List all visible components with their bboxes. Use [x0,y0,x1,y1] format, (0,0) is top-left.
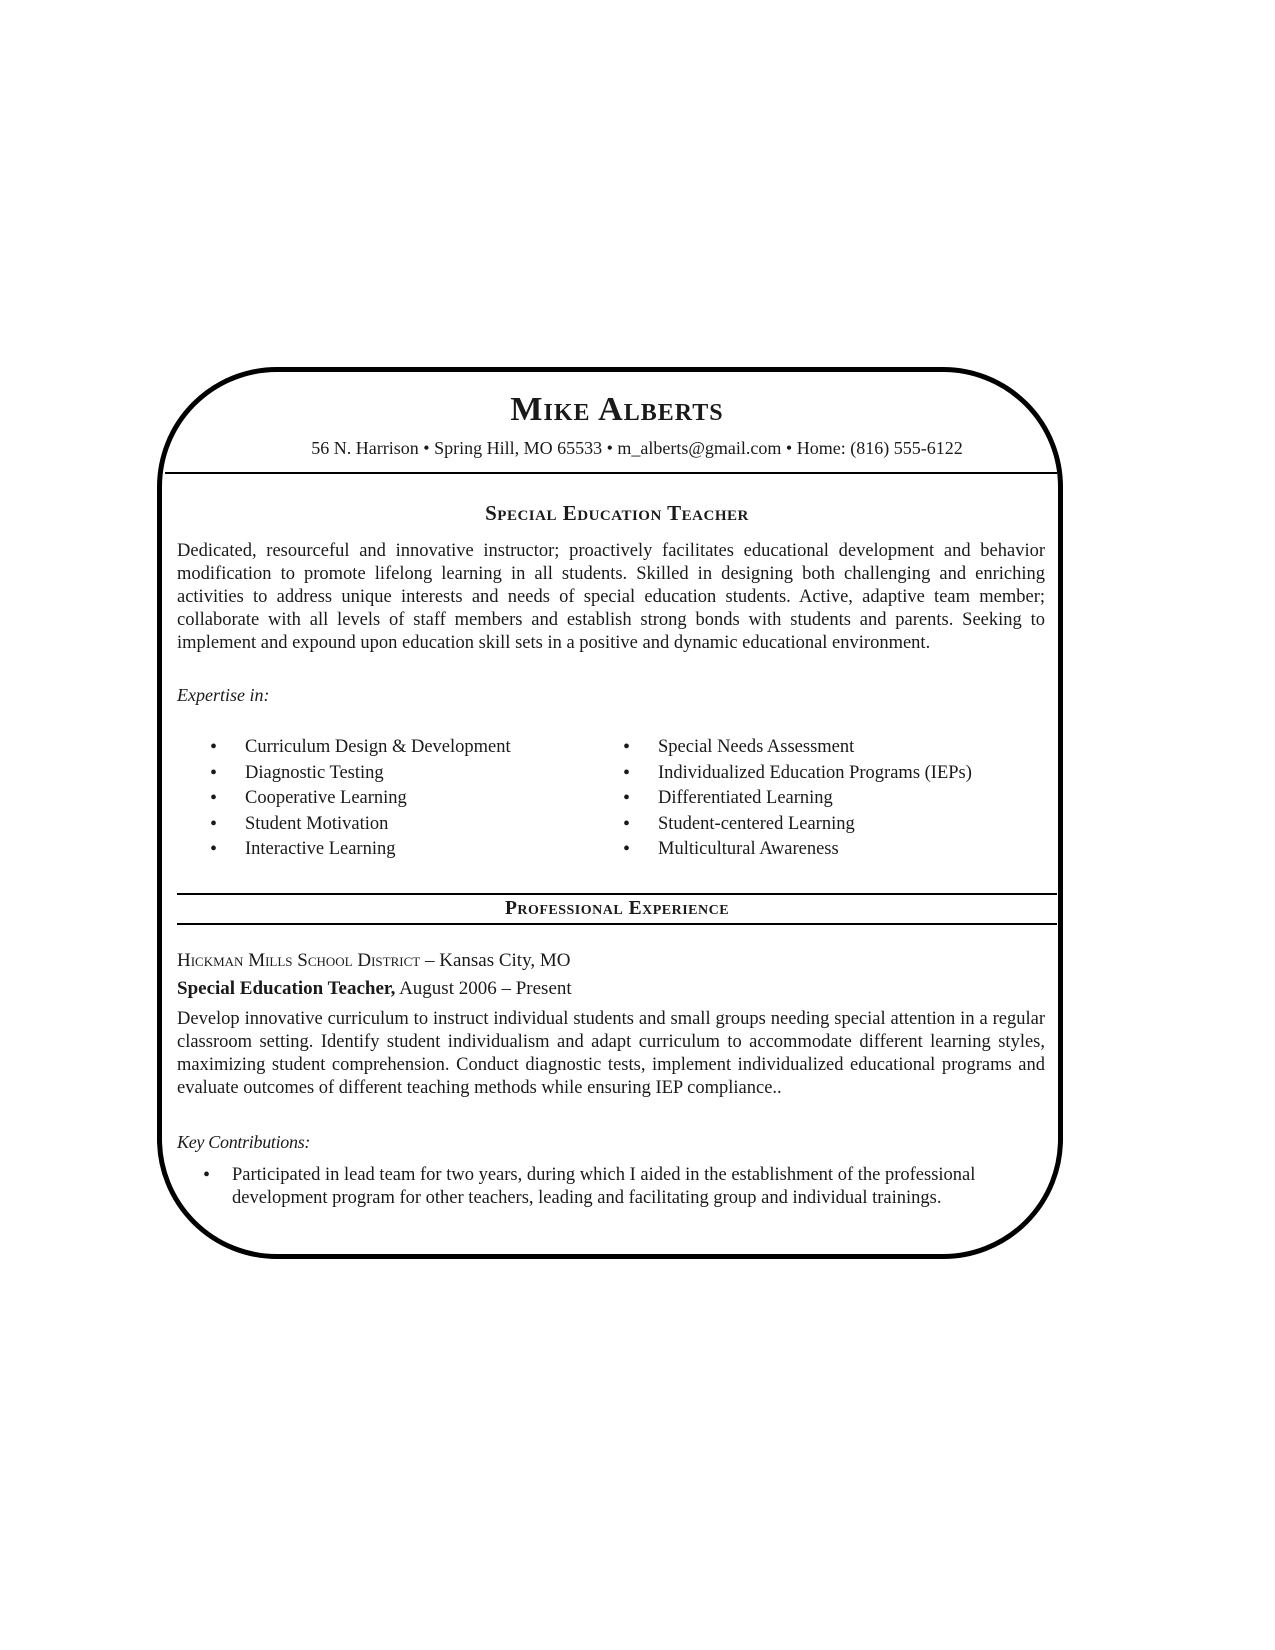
expertise-item: • Cooperative Learning [177,786,590,812]
expertise-label: Expertise in: [177,685,270,705]
expertise-column-left [177,735,590,863]
contribution-item: • Participated in lead team for two years, during which I aided in the establishment of the professional development program for other teachers, leading and facilitating group and individual trainings. [177,1164,1012,1210]
key-contributions-list [177,1164,1057,1210]
header-divider [165,472,1057,474]
candidate-name: Mike Alberts [510,391,724,428]
contact-line: 56 N. Harrison • Spring Hill, MO 65533 • m_alberts@gmail.com • Home: (816) 555-6122 [311,438,963,458]
expertise-item: • Interactive Learning [177,837,590,863]
job-dates: August 2006 – Present [395,977,572,999]
resume-document [177,390,1057,1210]
employer-name: Hickman Mills School District [177,949,421,971]
expertise-item: • Student-centered Learning [590,812,1045,838]
expertise-item: • Diagnostic Testing [177,761,590,787]
key-contributions-label: Key Contributions: [177,1131,311,1152]
expertise-item: • Special Needs Assessment [590,735,1045,761]
job-description: Develop innovative curriculum to instruct individual students and small groups needing special attention in a regular classroom setting. Identify student individualism and adapt curriculum to accommodate different learning styles, maximizing student comprehension. Conduct diagnostic tests, implement individualized educational programs and evaluate outcomes of different teaching methods while ensuring IEP compliance.. [177,1008,1045,1098]
employer-location: Kansas City, MO [439,949,571,971]
section-divider-bottom [177,923,1057,925]
expertise-item: • Individualized Education Programs (IEPs) [590,761,1045,787]
job-title-line [177,977,1057,1001]
job-title: Special Education Teacher, [177,977,396,999]
expertise-list [177,735,1057,863]
summary-paragraph: Dedicated, resourceful and innovative instructor; proactively facilitates educational development and behavior modification to promote lifelong learning in all students. Skilled in designing both challenging and enriching activities to address unique interests and needs of special education students. Active, adaptive team member; collaborate with all levels of staff members and establish strong bonds with students and parents. Seeking to implement and expound upon education skill sets in a positive and dynamic educational environment. [177,541,1045,653]
experience-section-title: Professional Experience [504,897,730,919]
employer-separator: – [420,949,440,971]
expertise-item: • Differentiated Learning [590,786,1045,812]
employer-line [177,949,1057,973]
expertise-item: • Multicultural Awareness [590,837,1045,863]
expertise-column-right [590,735,1045,863]
expertise-item: • Student Motivation [177,812,590,838]
professional-headline: Special Education Teacher [485,501,749,525]
expertise-item: • Curriculum Design & Development [177,735,590,761]
